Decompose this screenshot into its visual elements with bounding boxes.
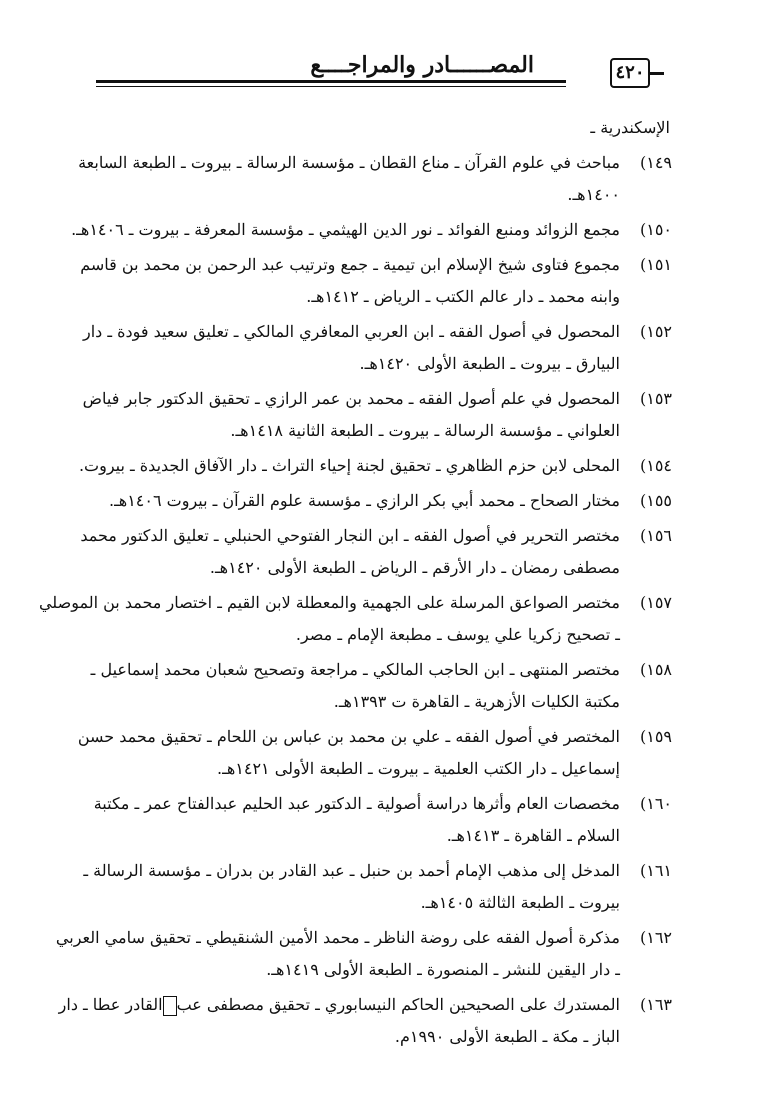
running-title: المصــــــادر والمراجــــع <box>310 52 534 78</box>
entry-number: ١٤٩) <box>639 153 672 172</box>
entry-number: ١٥٨) <box>639 660 672 679</box>
list-item <box>83 855 672 919</box>
entry-line: مختار الصحاح ـ محمد أبي بكر الرازي ـ مؤسسة علوم القرآن ـ بيروت ١٤٠٦هـ. <box>108 491 620 510</box>
entry-line-part: القادر عطا ـ دار <box>58 995 163 1014</box>
missing-glyph-box <box>163 996 177 1016</box>
entry-line: الباز ـ مكة ـ الطبعة الأولى ١٩٩٠م. <box>394 1027 620 1046</box>
entry-line: ١٤٠٠هـ. <box>567 185 620 204</box>
entry-line: ـ تصحيح زكريا علي يوسف ـ مطبعة الإمام ـ مصر. <box>295 625 620 644</box>
entry-line: مخصصات العام وأثرها دراسة أصولية ـ الدكتور عبد الحليم عبدالفتاح عمر ـ مكتبة <box>93 794 620 813</box>
entry-number: ١٥٢) <box>639 322 672 341</box>
bibliography-list <box>38 112 672 1053</box>
list-item <box>71 214 672 246</box>
entry-line: مختصر المنتهى ـ ابن الحاجب المالكي ـ مراجعة وتصحيح شعبان محمد إسماعيل ـ <box>90 660 620 679</box>
entry-line: وابنه محمد ـ دار عالم الكتب ـ الرياض ـ ١٤١٢هـ. <box>306 287 620 306</box>
entry-line: المحصول في أصول الفقه ـ ابن العربي المعافري المالكي ـ تعليق سعيد فودة ـ دار <box>82 322 620 341</box>
entry-number: ١٥٦) <box>639 526 672 545</box>
header-rule-thin <box>96 86 566 87</box>
entry-line: مذكرة أصول الفقه على روضة الناظر ـ محمد الأمين الشنقيطي ـ تحقيق سامي العربي <box>55 928 620 947</box>
entry-number: ١٥٣) <box>639 389 672 408</box>
list-item <box>90 654 672 718</box>
continuation-text: الإسكندرية ـ <box>590 118 670 137</box>
list-item <box>82 383 672 447</box>
page-number-ornament <box>648 72 664 75</box>
entry-number: ١٦٢) <box>639 928 672 947</box>
list-item <box>78 147 672 211</box>
entry-number: ١٥٥) <box>639 491 672 510</box>
page-header <box>96 52 664 96</box>
entry-line: المحلى لابن حزم الظاهري ـ تحقيق لجنة إحياء التراث ـ دار الآفاق الجديدة ـ بيروت. <box>78 456 620 475</box>
list-item <box>78 450 672 482</box>
entry-line: المحصول في علم أصول الفقه ـ محمد بن عمر الرازي ـ تحقيق الدكتور جابر فياض <box>82 389 620 408</box>
entry-line: بيروت ـ الطبعة الثالثة ١٤٠٥هـ. <box>420 893 620 912</box>
entry-number: ١٦١) <box>639 861 672 880</box>
list-item <box>80 249 672 313</box>
entry-line <box>59 989 620 1021</box>
list-item <box>38 587 672 651</box>
entry-line: العلواني ـ مؤسسة الرسالة ـ بيروت ـ الطبعة الثانية ١٤١٨هـ. <box>230 421 620 440</box>
list-item <box>93 788 672 852</box>
entry-line: المدخل إلى مذهب الإمام أحمد بن حنبل ـ عبد القادر بن بدران ـ مؤسسة الرسالة ـ <box>83 861 620 880</box>
entry-line: مجمع الزوائد ومنبع الفوائد ـ نور الدين الهيثمي ـ مؤسسة المعرفة ـ بيروت ـ ١٤٠٦هـ. <box>71 220 620 239</box>
list-item <box>58 989 672 1053</box>
entry-line: مجموع فتاوى شيخ الإسلام ابن تيمية ـ جمع وترتيب عبد الرحمن بن محمد بن قاسم <box>80 255 620 274</box>
list-item <box>82 316 672 380</box>
list-item <box>80 520 672 584</box>
list-item <box>55 922 672 986</box>
page-number: ٤٢٠ <box>610 58 650 88</box>
entry-number: ١٥١) <box>639 255 672 274</box>
entry-line: ـ دار اليقين للنشر ـ المنصورة ـ الطبعة الأولى ١٤١٩هـ. <box>266 960 620 979</box>
entry-line: مكتبة الكليات الأزهرية ـ القاهرة ت ١٣٩٣هـ. <box>333 692 620 711</box>
entry-number: ١٥٠) <box>639 220 672 239</box>
entry-number: ١٥٤) <box>639 456 672 475</box>
header-rule <box>96 80 566 83</box>
entry-line: مباحث في علوم القرآن ـ مناع القطان ـ مؤسسة الرسالة ـ بيروت ـ الطبعة السابعة <box>78 153 620 172</box>
entry-number: ١٦٣) <box>639 995 672 1014</box>
entry-line-part: المستدرك على الصحيحين الحاكم النيسابوري ـ تحقيق مصطفى عب <box>176 995 620 1014</box>
entry-line: المختصر في أصول الفقه ـ علي بن محمد بن عباس بن اللحام ـ تحقيق محمد حسن <box>77 727 620 746</box>
entry-number: ١٥٧) <box>639 593 672 612</box>
entry-line: مختصر التحرير في أصول الفقه ـ ابن النجار الفتوحي الحنبلي ـ تعليق الدكتور محمد <box>80 526 620 545</box>
entry-number: ١٦٠) <box>639 794 672 813</box>
list-item <box>77 721 672 785</box>
list-item <box>96 485 672 517</box>
entry-line: إسماعيل ـ دار الكتب العلمية ـ بيروت ـ الطبعة الأولى ١٤٢١هـ. <box>217 759 620 778</box>
entry-line: مختصر الصواعق المرسلة على الجهمية والمعطلة لابن القيم ـ اختصار محمد بن الموصلي <box>38 593 620 612</box>
entry-number: ١٥٩) <box>639 727 672 746</box>
entry-line: مصطفى رمضان ـ دار الأرقم ـ الرياض ـ الطبعة الأولى ١٤٢٠هـ. <box>209 558 620 577</box>
entry-line: البيارق ـ بيروت ـ الطبعة الأولى ١٤٢٠هـ. <box>359 354 620 373</box>
entry-line: السلام ـ القاهرة ـ ١٤١٣هـ. <box>446 826 620 845</box>
